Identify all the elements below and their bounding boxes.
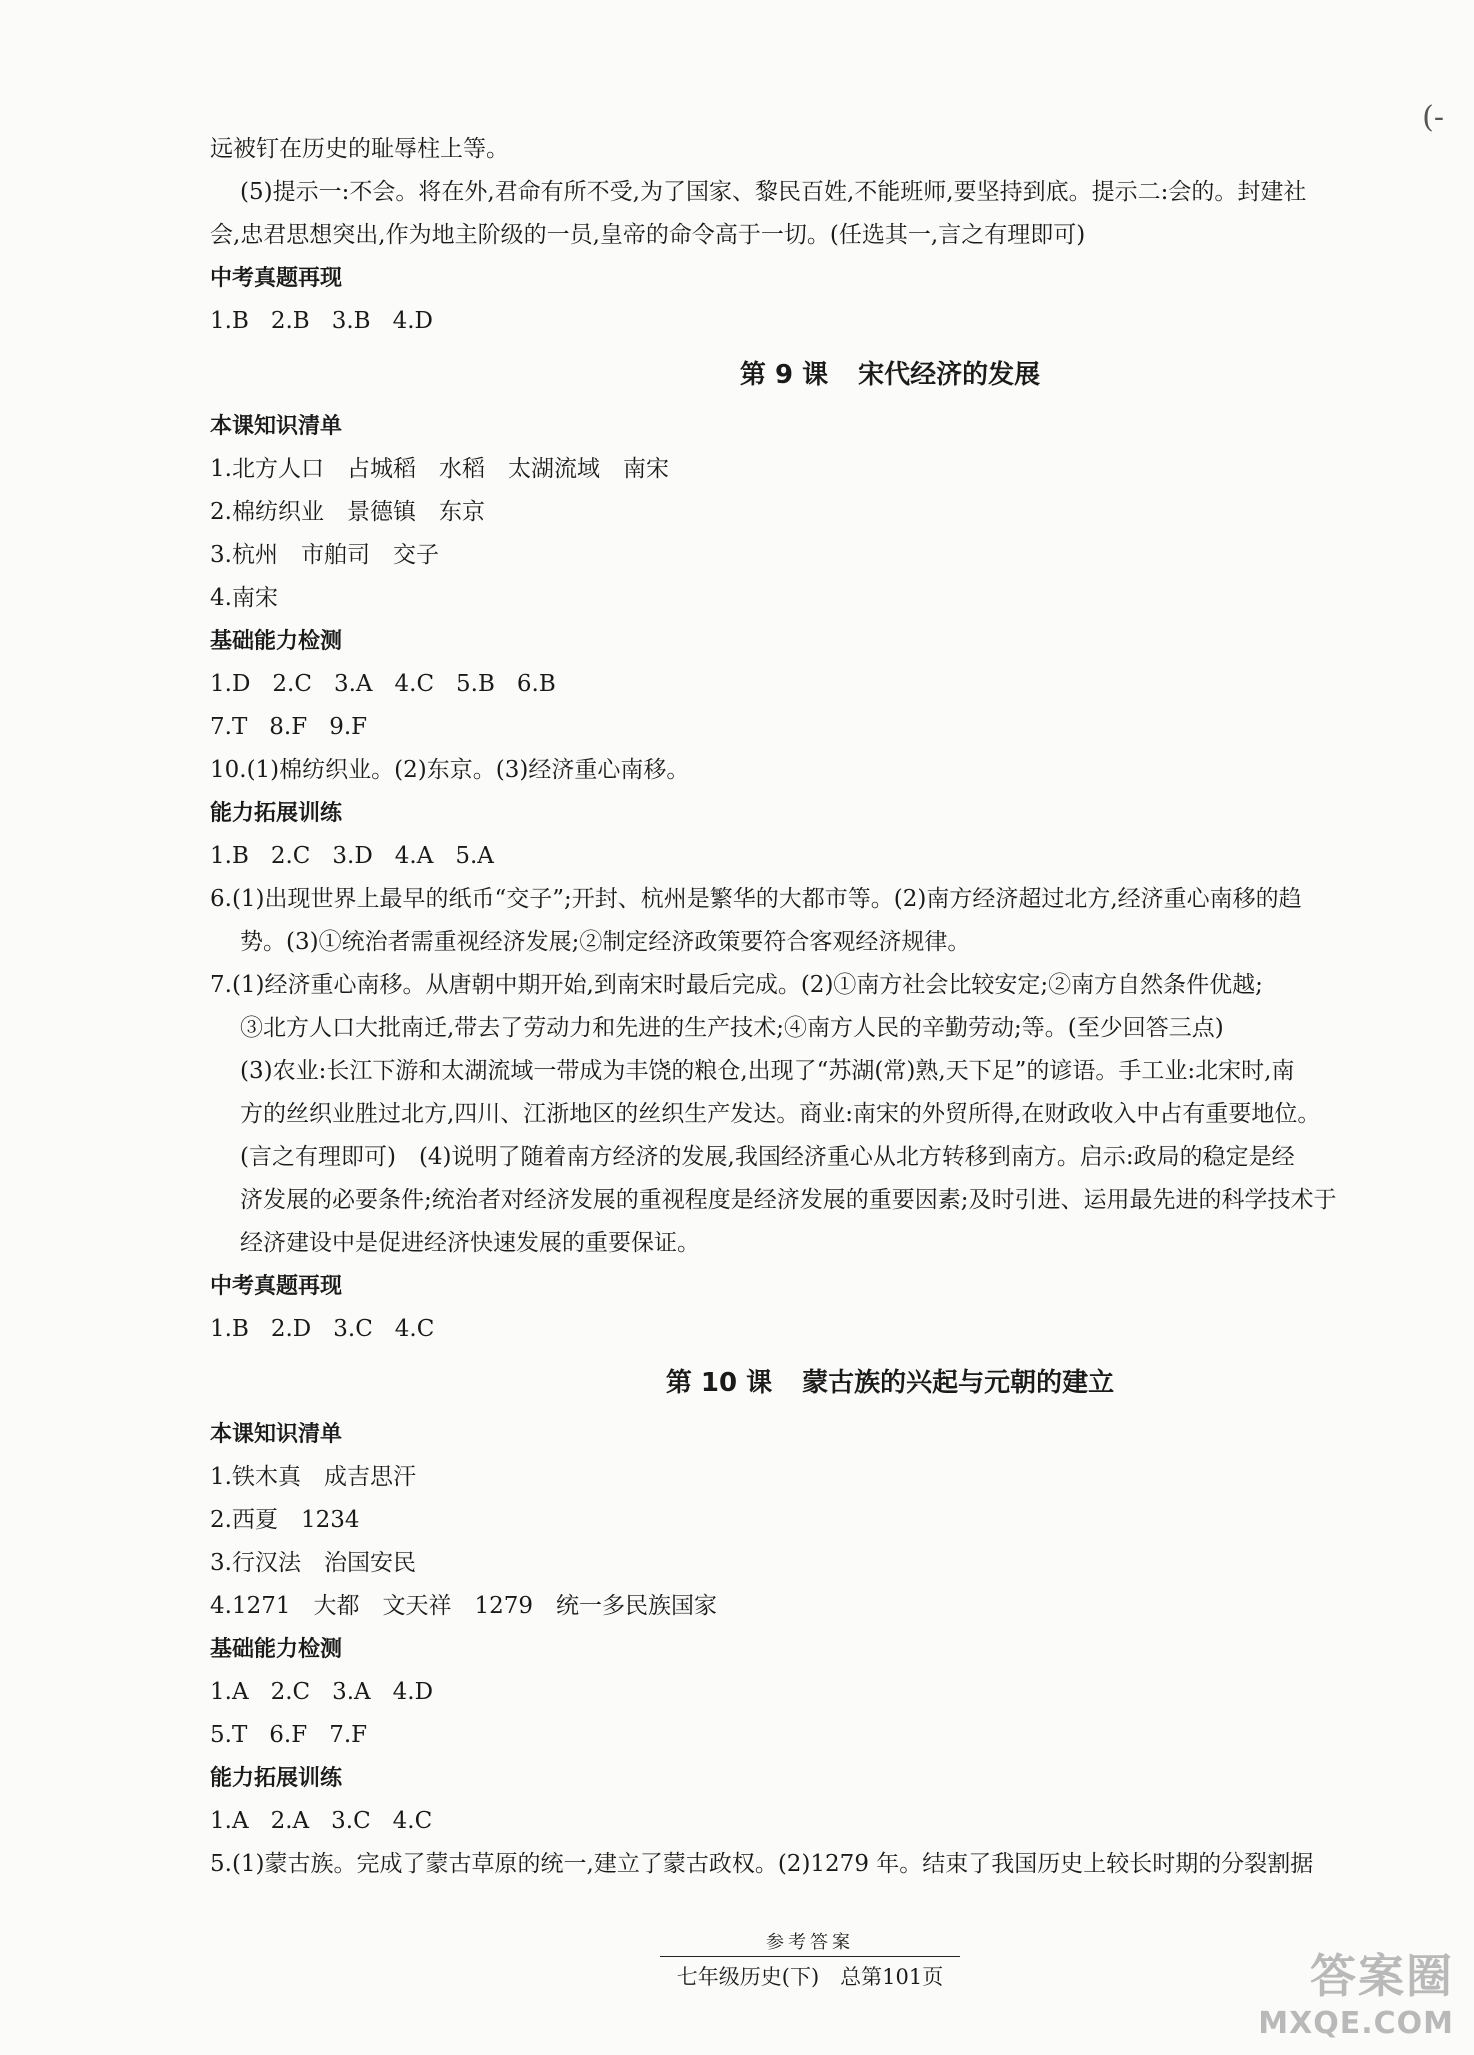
section-label: 本课知识清单	[210, 1422, 343, 1447]
lesson-number: 第 9 课	[739, 360, 829, 390]
answer-row: 1.B 2.C 3.D 4.A 5.A	[210, 843, 494, 869]
answer-row: 1.B 2.B 3.B 4.D	[210, 308, 433, 334]
knowledge-item: 2.棉纺织业 景德镇 东京	[210, 499, 485, 525]
answer-content	[210, 128, 1430, 1886]
section-label: 能力拓展训练	[210, 1766, 343, 1791]
answer-row: 5.T 6.F 7.F	[210, 1722, 368, 1748]
lesson-number: 第 10 课	[665, 1368, 773, 1398]
knowledge-item: 4.1271 大都 文天祥 1279 统一多民族国家	[210, 1593, 718, 1619]
page-footer	[660, 1928, 960, 1991]
answer-line: 10.(1)棉纺织业。(2)东京。(3)经济重心南移。	[210, 757, 690, 783]
section-label: 能力拓展训练	[210, 801, 343, 826]
question-6-answer: 6.(1)出现世界上最早的纸币“交子”;开封、杭州是繁华的大都市等。(2)南方经济超过北方,经济重心南移的趋 势。(3)①统治者需重视经济发展;②制定经济政策要符合客观经济规律。	[210, 886, 1302, 955]
section-label: 中考真题再现	[210, 1274, 343, 1299]
knowledge-item: 4.南宋	[210, 585, 278, 611]
answer-row: 1.A 2.A 3.C 4.C	[210, 1808, 433, 1834]
question-5-answer: 5.(1)蒙古族。完成了蒙古草原的统一,建立了蒙古政权。(2)1279 年。结束了我国历史上较长时期的分裂割据	[210, 1851, 1314, 1877]
question-7-answer: 7.(1)经济重心南移。从唐朝中期开始,到南宋时最后完成。(2)①南方社会比较安定;②南方自然条件优越; ③北方人口大批南迁,带去了劳动力和先进的生产技术;④南方人民的辛勤劳动;等。(至少回答三点) (3)农业:长江下游和太湖流域一带成为丰饶的粮仓,出现了“苏湖(常)熟,天下足”的谚语。手工业:北宋时,南 方的丝织业胜过北方,四川、江浙地区的丝织生产发达。商业:南宋的外贸所得,在财政收入中占有重要地位。 (言之有理即可) (4)说明了随着南方经济的发展,我国经济重心从北方转移到南方。启示:政局的稳定是经 济发展的必要条件;统治者对经济发展的重视程度是经济发展的重要因素;及时引进、运用最先进的科学技术于 经济建设中是促进经济快速发展的重要保证。	[210, 972, 1337, 1256]
section-label: 基础能力检测	[210, 629, 343, 654]
section-label: 中考真题再现	[210, 266, 343, 291]
watermark-url: MXQE.COM	[1258, 2006, 1454, 2041]
corner-mark: (-	[1422, 100, 1444, 135]
answer-row: 7.T 8.F 9.F	[210, 714, 368, 740]
watermark	[1258, 1940, 1454, 2041]
answer-row: 1.D 2.C 3.A 4.C 5.B 6.B	[210, 671, 556, 697]
knowledge-item: 1.铁木真 成吉思汗	[210, 1464, 416, 1490]
knowledge-item: 3.杭州 市舶司 交子	[210, 542, 439, 568]
lesson-title	[210, 1357, 1430, 1409]
section-label: 基础能力检测	[210, 1637, 343, 1662]
lesson-name: 蒙古族的兴起与元朝的建立	[802, 1368, 1115, 1398]
footer-page-number: 七年级历史(下) 总第101页	[676, 1965, 944, 1989]
section-label: 本课知识清单	[210, 414, 343, 439]
knowledge-item: 2.西夏 1234	[210, 1507, 360, 1533]
continuation-line: 远被钉在历史的耻辱柱上等。	[210, 136, 509, 162]
footer-heading: 参考答案	[660, 1928, 960, 1957]
knowledge-item: 3.行汉法 治国安民	[210, 1550, 416, 1576]
knowledge-item: 1.北方人口 占城稻 水稻 太湖流域 南宋	[210, 456, 669, 482]
lesson-name: 宋代经济的发展	[858, 360, 1041, 390]
answer-row: 1.A 2.C 3.A 4.D	[210, 1679, 434, 1705]
lesson-title	[210, 349, 1430, 401]
answer-row: 1.B 2.D 3.C 4.C	[210, 1316, 435, 1342]
watermark-logo: 答案圈	[1310, 1949, 1454, 2003]
continuation-line: (5)提示一:不会。将在外,君命有所不受,为了国家、黎民百姓,不能班师,要坚持到底。提示二:会的。封建社 会,忠君思想突出,作为地主阶级的一员,皇帝的命令高于一切。(任选其一,言之有理即可)	[210, 179, 1307, 248]
